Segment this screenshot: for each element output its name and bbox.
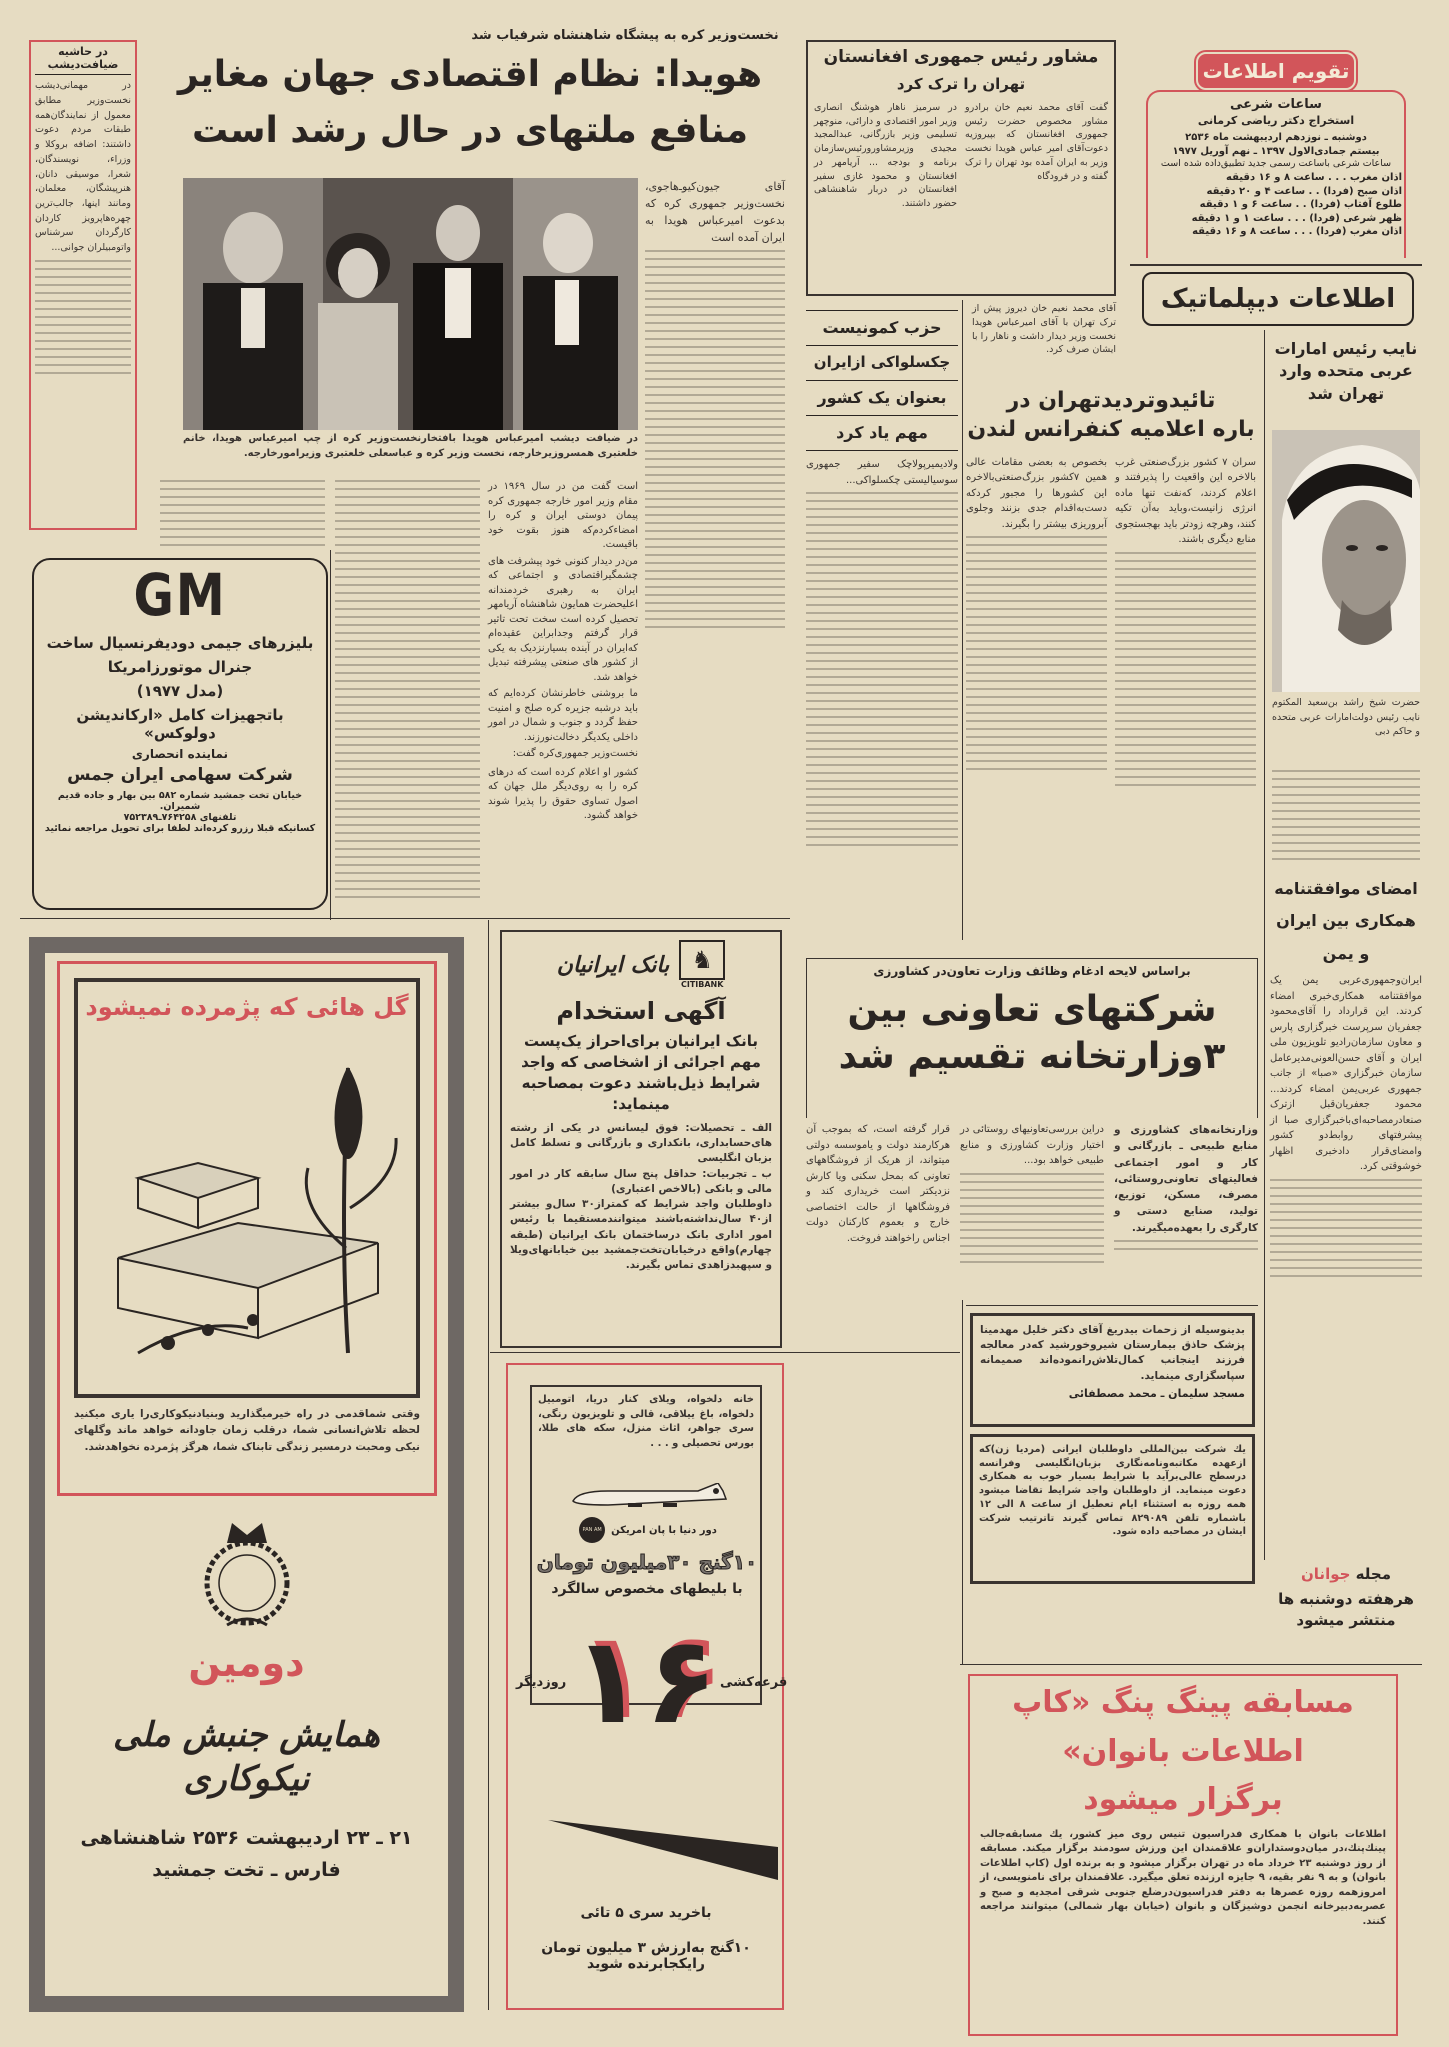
bank-ad-requirement-2: ب ـ تجربیات: حداقل پنج سال سابقه کار در امور مالی و بانکی (بالاخص اعتباری) <box>510 1167 772 1195</box>
pingpong-headline-3: برگزار میشود <box>1083 1782 1283 1817</box>
coop-body-2: دراین بررسی‌تعاونیهای روستائی در اختیار وزارت کشاورزی و منابع طبیعی خواهد بود... <box>960 1124 1104 1166</box>
bank-ad-lead: بانک ایرانیان برای‌احراز یک‌پست مهم اجرائی از اشخاصی که واجد شرایط ذیل‌باشند دعوت بمصاحبه مینماید: <box>521 1032 761 1113</box>
gm-note: کسانیکه قبلا رزرو کرده‌اند لطفا برای تحویل مراجعه نمائید <box>44 823 316 834</box>
calendar-box <box>1130 40 1422 258</box>
volunteer-body: یك شرکت بین‌المللی داوطلبان ایرانی (مردیا زن)که ازعهده مکاتبه‌ونامه‌نگاری بزبان‌انگلیسی وفرانسه درسطح عالی‌برآید با شرایط بسیار خوب به همکاری دعوت مینماید. از داوطلبان واجد شرایط تقاضا میشود همه روزه به استثناء ایام تعطیل از ساعت ۸ الی ۱۲ باشماره تلفن ۸۲۹۰۸۹ تماس گیرند تاترتیب شرکت ایشان در مصاحبه داده شود. <box>979 1444 1246 1538</box>
yemen-headline-1: امضای موافقتنامه <box>1274 879 1418 898</box>
flower-headline: گل هائی که پژمرده نمیشود <box>85 993 409 1021</box>
uae-headline-2: عربی متحده وارد <box>1279 361 1413 381</box>
divider <box>966 1305 1258 1306</box>
gm-phones: تلفنهای ۷۶۴۲۵۸ـ۷۵۲۳۸۹ <box>123 812 237 823</box>
text-lines <box>806 492 958 852</box>
london-headline-1: تائیدوتردیدتهران در <box>1006 388 1216 413</box>
bank-lion-icon: ♞ <box>679 940 725 980</box>
sidebar-box <box>29 40 137 530</box>
divider <box>490 1352 960 1353</box>
gm-logo: GM <box>133 561 227 629</box>
bank-iranian-ad <box>500 930 782 1348</box>
thanks-body: بدینوسیله از زحمات بیدریغ آقای دکتر خلیل مهدمینا پزشک حاذق بیمارستان شیروخورشید که‌در معالجه فرزند اینجانب کمال‌تلاش‌رانموده‌اند صمیمانه سپاسگزاری مینماید. <box>980 1324 1245 1382</box>
calendar-date-1: دوشنبه ـ نوزدهم اردیبهشت ماه ۲۵۳۶ <box>1185 132 1367 144</box>
calendar-note: ساعات شرعی باساعت رسمی جدید تطبیق‌داده شده است <box>1160 158 1392 170</box>
coop-headline-box <box>806 958 1258 1118</box>
pingpong-body: اطلاعات بانوان با همکاری فدراسیون تنیس روی میز کشور، یك مسابقه‌جالب پینك‌پنك،در میان‌دوستداران‌و علاقمندان این ورزش سودمند برگزار میکند. مسابقه از روز دوشنبه ۲۳ خرداد ماه در تهران برگزار میشود و به برنده اول (کاپ اطلاعات بانوان) و به ۹ نفر بقیه، ۹ جایزه ارزنده تعلق میگیرد. علاقمندان برای نامنویسی، از امروزهمه روزه عصرها به دفتر فدراسیون‌درضلع جنوبی شرقی امجدیه و صبح و عصربه‌دبیرخانه انجمن دوشیزگان و بانوان (خیابان بهار شمالی) میتوانند مراجعه کنند. <box>980 1828 1387 1927</box>
charity-place: فارس ـ تخت جمشید <box>152 1859 341 1882</box>
main-body-p2: من‌در دیدار کنونی خود پیشرفت های چشمگیراقتصادی و اجتماعی که ایران به رهبری خردمندانه اعلیحضرت همایون شاهنشاه آریامهر تحصیل کرده است سخت تحت تاثیر قرار گرفتم وجدابراین عقیده‌ام که‌ایران در آینده بسیارنزدیک به یکی از کشور های صنعتی پیشرفته تبدیل خواهد شد. <box>488 555 638 683</box>
london-headline-2: باره اعلامیه کنفرانس لندن <box>967 417 1255 443</box>
bank-name: بانک ایرانیان <box>556 951 670 978</box>
airplane-icon <box>568 1483 728 1513</box>
uae-headline <box>1270 338 1422 405</box>
main-body-p3: ما بروشنی خاطرنشان کرده‌ایم که باید درشبه جزیره کره صلح و امنیت حفظ گردد و جنوب و شمال در امور داخلی یکدیگر دخالت‌نورزند. <box>488 688 638 743</box>
text-lines <box>1272 770 1420 860</box>
panam-footer-1: باخرید سری ۵ تائی <box>580 1905 712 1921</box>
london-body-2: بخصوص به بعضی مقامات عالی همین ۷کشور بزرگ‌صنعتی‌بالاخره این کشورها را مجبور کرد‌که دست‌به‌اقدام جدی بزنند وجلوی آبروریزی بیشتر را بگیرند. <box>966 456 1107 530</box>
thanks-signature: مسجد سلیمان ـ محمد مصطفائی <box>1068 1386 1245 1400</box>
column-rule <box>962 1300 963 1665</box>
panam-tour-line <box>548 1517 748 1543</box>
pingpong-headline-2: اطلاعات بانوان» <box>1062 1733 1304 1769</box>
text-lines <box>160 480 325 550</box>
panam-lottery-label: قرعه‌کشی <box>720 1675 788 1690</box>
calendar-title: ساعات شرعی <box>1230 97 1322 112</box>
main-body-p1: است گفت من در سال ۱۹۶۹ در مقام وزیر امور خارجه جمهوری کره پیمان دوستی ایران و کره را امضاءکردم‌که هنوز بقوت خود باقیست. <box>488 481 638 550</box>
text-lines <box>645 250 785 630</box>
london-body-1: سران ۷ کشور بزرگ‌صنعتی غرب بالاخره این واقعیت را پذیرفتند و اعلام کردند، که‌نفت تنها ماده انرژی زانیست،وباید به‌آن تکیه کنند، وهرچه زودتر باید بهجستجوی منابع دیگری باشند. <box>1115 456 1257 546</box>
main-article-right-column <box>645 178 785 630</box>
column-rule <box>330 550 331 920</box>
gm-line2: جنرال موتورزامریکا <box>107 658 253 676</box>
main-headline-line2: منافع ملتهای در حال رشد است <box>192 110 748 151</box>
column-rule <box>962 300 963 940</box>
portrait-illustration <box>1272 430 1420 692</box>
yemen-headline-3: و یمن <box>1322 943 1370 963</box>
gm-line4: باتجهیزات کامل «ارکاندیشن دولوکس» <box>76 706 284 742</box>
yemen-story <box>1270 880 1422 1279</box>
javanan-text: هرهفته دوشنبه ها منتشر میشود <box>1278 1590 1414 1629</box>
czech-story <box>806 310 958 852</box>
text-lines <box>335 480 480 900</box>
coop-headline-2: ۳وزارتخانه تقسیم شد <box>838 1036 1226 1078</box>
afghan-body-1: گفت آقای محمد نعیم خان برادرو مشاور مخصوص حضرت رئیس جمهوری افغانستان که بپیروزیه دعوت‌آقای امیر عباس هویدا نخست وزیر به ایران آمده بود تهران را ترک گفته و در فرودگاه <box>965 101 1108 182</box>
flower-headline-box <box>74 978 420 1398</box>
afghan-body-2: در سرمیز ناهار هوشنگ انصاری وزیر امور اقتصادی و دارائی، منوچهر تسلیمی وزیر بازرگانی، عبدالمجید مجیدی وزیرمشاورورئیس‌سازمان برنامه و بودجه ... آریامهر در افغانستان و محمود غازی سفیر افغانستان در دربار شاهنشاهی حضور داشتند. <box>814 101 957 210</box>
flower-ad <box>57 961 437 1496</box>
uae-caption: حضرت شیخ راشد بن‌سعید المکتوم نایب رئیس دولت‌امارات عربی متحده و حاکم دبی <box>1272 697 1420 738</box>
divider <box>960 1664 1422 1665</box>
calendar-author: استخراج دکتر ریاضی کرمانی <box>1197 113 1355 127</box>
thanks-box <box>970 1313 1255 1427</box>
panam-prizes: خانه دلخواه، ویلای کنار دریا، اتومبیل دلخواه، باغ ییلاقی، قالی و تلویزیون رنگی، سری جواهر، اثاث منزل، سکه های طلا، بورس تحصیلی و . . . <box>538 1394 754 1449</box>
charity-dates: ۲۱ ـ ۲۳ اردیبهشت ۲۵۳۶ شاهنشاهی <box>80 1827 413 1850</box>
pingpong-headline-1: مسابقه پینگ پنگ «کاپ <box>1012 1685 1354 1720</box>
main-body-p4: نخست‌وزیر جمهوری‌کره گفت: <box>512 748 638 759</box>
czech-body: ولادیمیرپولاچک سفیر جمهوری سوسیالیستی چکسلواکی... <box>806 459 958 486</box>
main-body-lead: آقای جیون‌کیوـ‌هاجوی، نخست‌وزیر جمهوری کره که بدعوت امیرعباس هویدا به ایران آمده است <box>645 180 785 245</box>
main-body-p5: کشور او اعلام کرده است که درهای کره را به روی‌دیگر ملل جهان که اصول تساوی حقوق را پذیرا شوند خواهد گشود. <box>488 766 638 821</box>
javanan-name: جوانان <box>1301 1565 1351 1583</box>
czech-headline-2: چکسلواکی ازایران <box>806 346 958 380</box>
gm-company: شرکت سهامی ایران جمس <box>67 765 293 785</box>
text-lines <box>960 1173 1104 1263</box>
people-photo-illustration <box>183 178 638 430</box>
volunteer-box <box>970 1434 1255 1584</box>
pingpong-ad <box>968 1674 1398 2036</box>
gm-ad <box>32 558 328 910</box>
afghan-story-box <box>806 40 1116 296</box>
uae-portrait <box>1272 430 1420 692</box>
afghan-headline-2: تهران را ترک کرد <box>896 74 1026 93</box>
main-headline-line1: هویدا: نظام اقتصادی جهان مغایر <box>177 54 763 95</box>
prayer-time: طلوع آفتاب (فردا) . . ساعت ۶ و ۱ دقیقه <box>1199 199 1402 211</box>
main-article-col-left <box>488 480 638 824</box>
charity-ordinal: دومین <box>188 1641 305 1685</box>
diplomatic-banner: اطلاعات دیپلماتیک <box>1142 272 1414 326</box>
coop-headline-1: شرکتهای تعاونی بین <box>847 988 1217 1030</box>
flowers-building-illustration <box>78 1028 416 1358</box>
london-story <box>966 388 1256 792</box>
sidebar-title: در حاشیه ضیافت‌دیشب <box>35 46 131 75</box>
flower-body: وقتی شماقدمی در راه خیرمیگذارید وبنیادنیکوکاری‌را یاری میکنید لحظه تلاش‌انسانی شما، درقلب زمان جاودانه خواهد ماند وگلهای نیکی ومحبت درمسیر زندگی تابناک شما، هرگز پژمرده نخواهدشد. <box>74 1408 420 1453</box>
calendar-banner: تقویم اطلاعات <box>1196 52 1356 90</box>
uae-headline-1: نایب رئیس امارات <box>1274 339 1418 358</box>
main-photo-caption: در ضیافت دیشب امیرعباس هویدا بافتخارنخست‌وزیر کره از چپ امیرعباس هویدا، خانم خلعتبری همسروزیرخارجه، نخست وزیر کره و عباسعلی خلعتبری وزیرامورخارجه. <box>183 433 638 459</box>
prayer-time: ظهر شرعی (فردا) . . . ساعت ۱ و ۱ دقیقه <box>1191 212 1402 224</box>
text-lines <box>966 536 1107 776</box>
panam-headline: ۱۰گنج ۳۰میلیون تومان <box>536 1550 758 1574</box>
yemen-headline-2: همکاری بین ایران <box>1276 911 1416 931</box>
gm-line3: (مدل ۱۹۷۷) <box>136 682 224 700</box>
bank-logo <box>679 940 725 989</box>
bank-ad-requirement-1: الف ـ تحصیلات: فوق لیسانس در یکی از رشته های‌حسابداری، بانکداری و بازرگانی و تسلط کامل بزبان انگلیسی <box>510 1122 772 1165</box>
sidebar-body: در مهمانی‌دیشب نخست‌وزیر مطابق معمول از نمایندگان‌همه طبقات مردم دعوت داشتند: اضافه بر‌وکلا و وزراء، نویسندگان، شعرا، موسیقی دانان، هنرپیشگان، معلمان، ومانند اینها، جالب‌ترین چهره‌ها‌پرویز کاردان کارگردان سرشناس واتومبیلران جوانی... <box>35 80 131 254</box>
panam-logo-icon: PAN AM <box>579 1517 605 1543</box>
divider <box>20 918 790 919</box>
sidebar-text-lines <box>35 260 131 380</box>
panam-footer-2: ۱۰گنج به‌ارزش ۳ میلیون تومان رایکجابرنده شوید <box>541 1940 751 1973</box>
citibank-label: CITIBANK <box>680 980 724 989</box>
column-rule <box>488 920 489 2010</box>
gm-address: خیابان تخت جمشید شماره ۵۸۲ بین بهار و جاده قدیم شمیران. <box>57 790 303 812</box>
divider <box>1130 264 1422 266</box>
text-lines <box>1270 1179 1422 1279</box>
prayer-time: اذان صبح (فردا) . . ساعت ۴ و ۲۰ دقیقه <box>1206 185 1402 197</box>
czech-headline-4: مهم یاد کرد <box>806 416 958 451</box>
panam-shadow-swoosh <box>548 1820 778 1880</box>
prayer-time: اذان مغرب . . . ساعت ۸ و ۱۶ دقیقه <box>1226 172 1402 184</box>
coop-kicker: براساس لایحه ادغام وظائف وزارت تعاون‌در کشاورزی <box>873 964 1191 978</box>
bank-ad-title: آگهی استخدام <box>556 997 726 1025</box>
gm-line1: بلیزرهای جیمی دودیفرنسیال ساخت <box>46 634 314 652</box>
bank-ad-instructions: داوطلبان واجد شرایط که کمتراز۳۰ سال‌و بیشتر از۴۰ سال‌نداشته‌باشند میتوانندمستقیما با رئیس امور اداری بانک درساختمان بانک ایرانیان (طبقه چهارم)واقع درخیابان‌تخت‌جمشید بین خیابانهای‌ویلا و سپهبدزاهدی تماس بگیرند. <box>510 1198 772 1271</box>
afghan-headline-1: مشاور رئیس جمهوری افغانستان <box>823 47 1099 67</box>
panam-days-label: روزدیگر <box>516 1675 567 1690</box>
afghan-body-3: آقای محمد نعیم خان دیروز پیش از ترک تهران با آقای امیرعباس هویدا نخست وزیر دیدار داشت و ناهار را با ایشان صرف کرد. <box>972 303 1116 356</box>
czech-headline-1: حزب کمونیست <box>806 310 958 346</box>
coop-body-1: وزارتخانه‌های کشاورزی و منابع طبیعی ـ بازرگانی و کار و امور اجتماعی فعالیتهای تعاونی‌روستائی، مصرف، مسکن، توزیع، تولید، صنایع دستی و کارگری را بعهده‌میگیرند. <box>1114 1124 1258 1234</box>
coop-body <box>806 1122 1258 1263</box>
panam-ad <box>506 1363 788 2010</box>
javanan-notice <box>1270 1565 1422 1631</box>
czech-headline-3: بعنوان یک کشور <box>806 381 958 416</box>
text-lines <box>1115 552 1256 792</box>
charity-ad-frame <box>29 937 464 2012</box>
javanan-label: مجله <box>1355 1565 1391 1583</box>
panam-subhead: با بلیطهای مخصوص سالگرد <box>551 1581 743 1597</box>
text-lines <box>1114 1240 1258 1256</box>
charity-title: همایش جنبش ملی نیکوکاری <box>112 1715 381 1800</box>
calendar-content <box>1150 96 1402 239</box>
top-kicker: نخست‌وزیر کره به پیشگاه شاهنشاه شرفیاب شد <box>471 28 779 43</box>
panam-big-number: ۱۶ <box>571 1612 718 1751</box>
main-photo <box>183 178 638 430</box>
yemen-body: ایران‌وجمهوری‌عربی یمن یک موافقتنامه همکاری‌خبری امضاء کردند. این قرارداد را آقای‌محمود جعفریان سرپرست خبرگزاری پارس و معاون سازمان‌رادیو تلویزیون ملی ایران و آقای حسن‌العونی‌مدیرعامل سازمان خبرگزاری «صبا» از جانب جمهوری عربی‌یمن امضاء کردند... محمود جعفریان‌قبل ازترک صنعادرمصاحبه‌ای‌باخبرگزاری صبا از پیشرفتهای روابط‌دو کشور وامضای‌قرار دادخبری اظهار خوشوقتی کرد. <box>1270 975 1422 1173</box>
charity-ad <box>45 1513 448 1881</box>
gm-line5: نماینده انحصاری <box>131 747 229 761</box>
column-rule <box>1264 330 1265 1560</box>
calendar-date-2: بیستم جمادی‌الاول ۱۳۹۷ ـ نهم آوریل ۱۹۷۷ <box>1172 145 1380 157</box>
coop-body-3: قرار گرفته است، که بموجب آن هرکارمند دولت و یاموسسه دولتی میتواند، از هریک از فروشگاههای تعاونی که بمحل سکنی ویا کارش نزدیکتر است خریداری کند و فروشگاهها از حالت اختصاصی خارج و بعموم کارکنان دولت اجناس راخواهند فروخت. <box>806 1124 950 1244</box>
imperial-seal-icon <box>192 1513 302 1633</box>
panam-tour: دور دنیا با پان امریکن <box>611 1524 717 1536</box>
uae-headline-3: تهران شد <box>1307 383 1385 403</box>
prayer-time: اذان مغرب (فردا) . . . ساعت ۸ و ۱۶ دقیقه <box>1192 226 1402 238</box>
